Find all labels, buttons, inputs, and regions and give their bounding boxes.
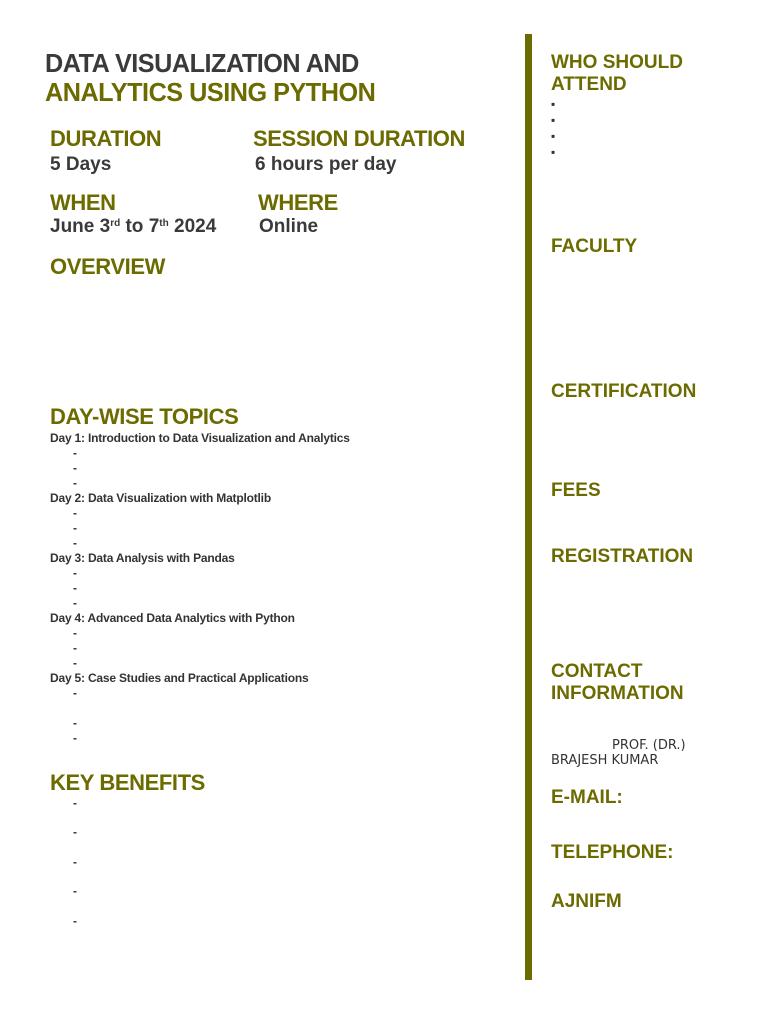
faculty-heading: FACULTY (551, 236, 638, 257)
day-3-bullet: - (73, 581, 77, 595)
day-1-bullet: - (73, 461, 77, 475)
day-5-bullet: - (73, 686, 77, 700)
benefit-bullet: - (73, 855, 77, 869)
day-2-bullet: - (73, 536, 77, 550)
registration-heading: REGISTRATION (551, 546, 694, 567)
vertical-divider (525, 34, 532, 980)
day-1-bullet: - (73, 446, 77, 460)
day-3-bullet: - (73, 596, 77, 610)
where-heading: WHERE (258, 190, 338, 215)
key-benefits-heading: KEY BENEFITS (50, 770, 205, 795)
session-duration-value: 6 hours per day (255, 154, 397, 175)
benefit-bullet: - (73, 914, 77, 928)
email-heading: E-MAIL: (551, 787, 623, 808)
fees-heading: FEES (551, 480, 601, 501)
attendee-bullet: ▪ (551, 97, 556, 111)
day-1-bullet: - (73, 476, 77, 490)
day-5-topic: Day 5: Case Studies and Practical Applications (50, 671, 309, 685)
day-2-bullet: - (73, 506, 77, 520)
organization-name: AJNIFM (551, 891, 622, 912)
attendee-bullet: ▪ (551, 145, 556, 159)
duration-value: 5 Days (50, 154, 112, 175)
day-wise-topics-heading: DAY-WISE TOPICS (50, 404, 239, 429)
title-line-1: DATA VISUALIZATION AND (45, 48, 359, 78)
benefit-bullet: - (73, 884, 77, 898)
day-4-topic: Day 4: Advanced Data Analytics with Python (50, 611, 295, 625)
day-1-topic: Day 1: Introduction to Data Visualization and Analytics (50, 431, 350, 445)
day-4-bullet: - (73, 656, 77, 670)
faculty-name: BRAJESH KUMAR (551, 753, 659, 768)
who-should-attend-heading: WHO SHOULD ATTEND (551, 52, 683, 95)
certification-heading: CERTIFICATION (551, 381, 697, 402)
day-4-bullet: - (73, 626, 77, 640)
duration-heading: DURATION (50, 126, 162, 151)
where-value: Online (259, 216, 319, 237)
day-5-bullet: - (73, 716, 77, 730)
title-line-2: ANALYTICS USING PYTHON (45, 77, 376, 107)
day-2-topic: Day 2: Data Visualization with Matplotlib (50, 491, 271, 505)
day-5-bullet: - (73, 731, 77, 745)
benefit-bullet: - (73, 796, 77, 810)
faculty-title: PROF. (DR.) (612, 738, 686, 753)
day-2-bullet: - (73, 521, 77, 535)
attendee-bullet: ▪ (551, 129, 556, 143)
telephone-heading: TELEPHONE: (551, 842, 674, 863)
day-4-bullet: - (73, 641, 77, 655)
attendee-bullet: ▪ (551, 113, 556, 127)
benefit-bullet: - (73, 825, 77, 839)
day-3-topic: Day 3: Data Analysis with Pandas (50, 551, 235, 565)
session-duration-heading: SESSION DURATION (253, 126, 465, 151)
overview-heading: OVERVIEW (50, 254, 165, 279)
contact-information-heading: CONTACT INFORMATION (551, 661, 684, 704)
when-heading: WHEN (50, 190, 116, 215)
day-3-bullet: - (73, 566, 77, 580)
when-value: June 3rd to 7th 2024 (50, 216, 217, 237)
